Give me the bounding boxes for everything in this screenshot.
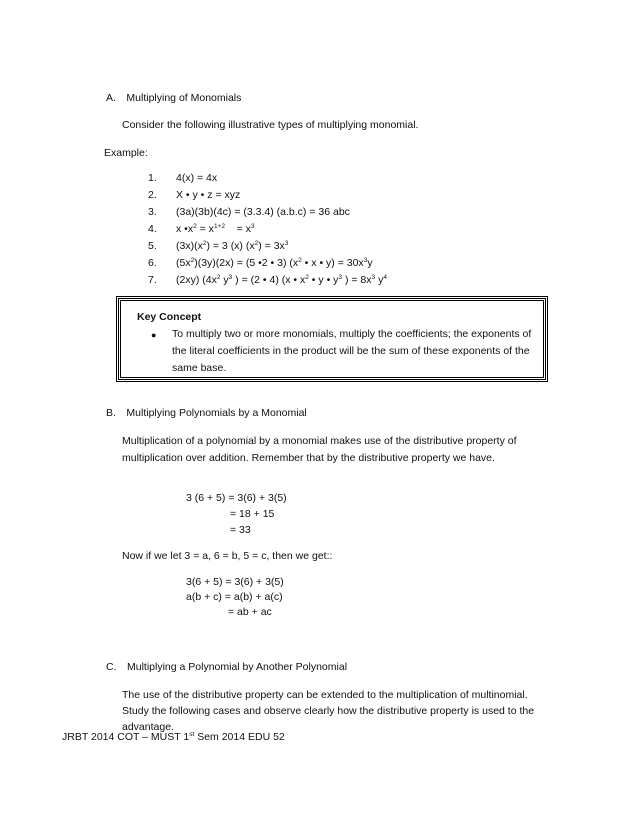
example-expression: $(5x^2)(3y)(2x) = (5$ •2 • 3) ($x^2$ • x • $y) = 30x^3y$ [176, 257, 373, 269]
example-expression: 4(x) = 4x [176, 172, 218, 184]
example-expression: (2xy) ($4x^2$ $y^3$ ) = (2 • 4) (x • $x^2$ • y • $y^3$ ) = $8x^3$ $y^4$ [176, 274, 387, 286]
section-c-paragraph: The use of the distributive property can be extended to the multiplication of multinomial. Study the following cases and observe clearly how the distributive property is used to the advantage. [122, 689, 535, 733]
equation-line: 3 (6 + 5) = 3(6) + 3(5) [186, 492, 287, 504]
key-concept-text: To multiply two or more monomials, multiply the coefficients; the exponents of the literal coefficients in the product will be the sum of these exponents of the same base. [172, 328, 532, 374]
section-b-heading: B. Multiplying Polynomials by a Monomial [106, 407, 307, 419]
example-number: 5. [148, 240, 157, 252]
example-number: 6. [148, 257, 157, 269]
bullet-icon: ● [151, 330, 157, 340]
equation-line: 3(6 + 5) = 3(6) + 3(5) [186, 576, 284, 588]
equation-line: = ab + ac [228, 606, 272, 618]
section-b-paragraph: Multiplication of a polynomial by a monomial makes use of the distributive property of multiplication over addition. Remember that by the distributive property we have. [122, 435, 517, 464]
section-a-intro: Consider the following illustrative types of multiplying monomial. [122, 119, 419, 131]
let-statement: Now if we let 3 = a, 6 = b, 5 = c, then we get:: [122, 550, 333, 562]
equation-line: = 33 [230, 524, 251, 536]
section-c-heading: C. Multiplying a Polynomial by Another Polynomial [106, 661, 348, 673]
footer-text: JRBT 2014 COT – MUST 1st Sem 2014 EDU 52 [62, 731, 285, 743]
example-number: 3. [148, 206, 157, 218]
example-number: 1. [148, 172, 157, 184]
example-expression: (3a)(3b)(4c) = (3.3.4) (a.b.c) = 36 abc [176, 206, 350, 218]
example-number: 2. [148, 189, 157, 201]
example-expression: $(3x)(x^2) = 3$ (x) $(x^2) = 3x^3$ [176, 240, 289, 252]
example-number: 7. [148, 274, 157, 286]
example-label: Example: [104, 147, 148, 159]
example-expression: x $•x^2 = x^{1+2}$ = $x^3$ [176, 223, 255, 235]
equation-line: a(b + c) = a(b) + a(c) [186, 591, 283, 603]
equation-line: = 18 + 15 [230, 508, 275, 520]
section-a-heading: A. Multiplying of Monomials [106, 92, 242, 104]
example-expression: X • y • z = xyz [176, 189, 241, 201]
key-concept-box [118, 298, 546, 380]
example-number: 4. [148, 223, 157, 235]
key-concept-title: Key Concept [137, 311, 202, 323]
